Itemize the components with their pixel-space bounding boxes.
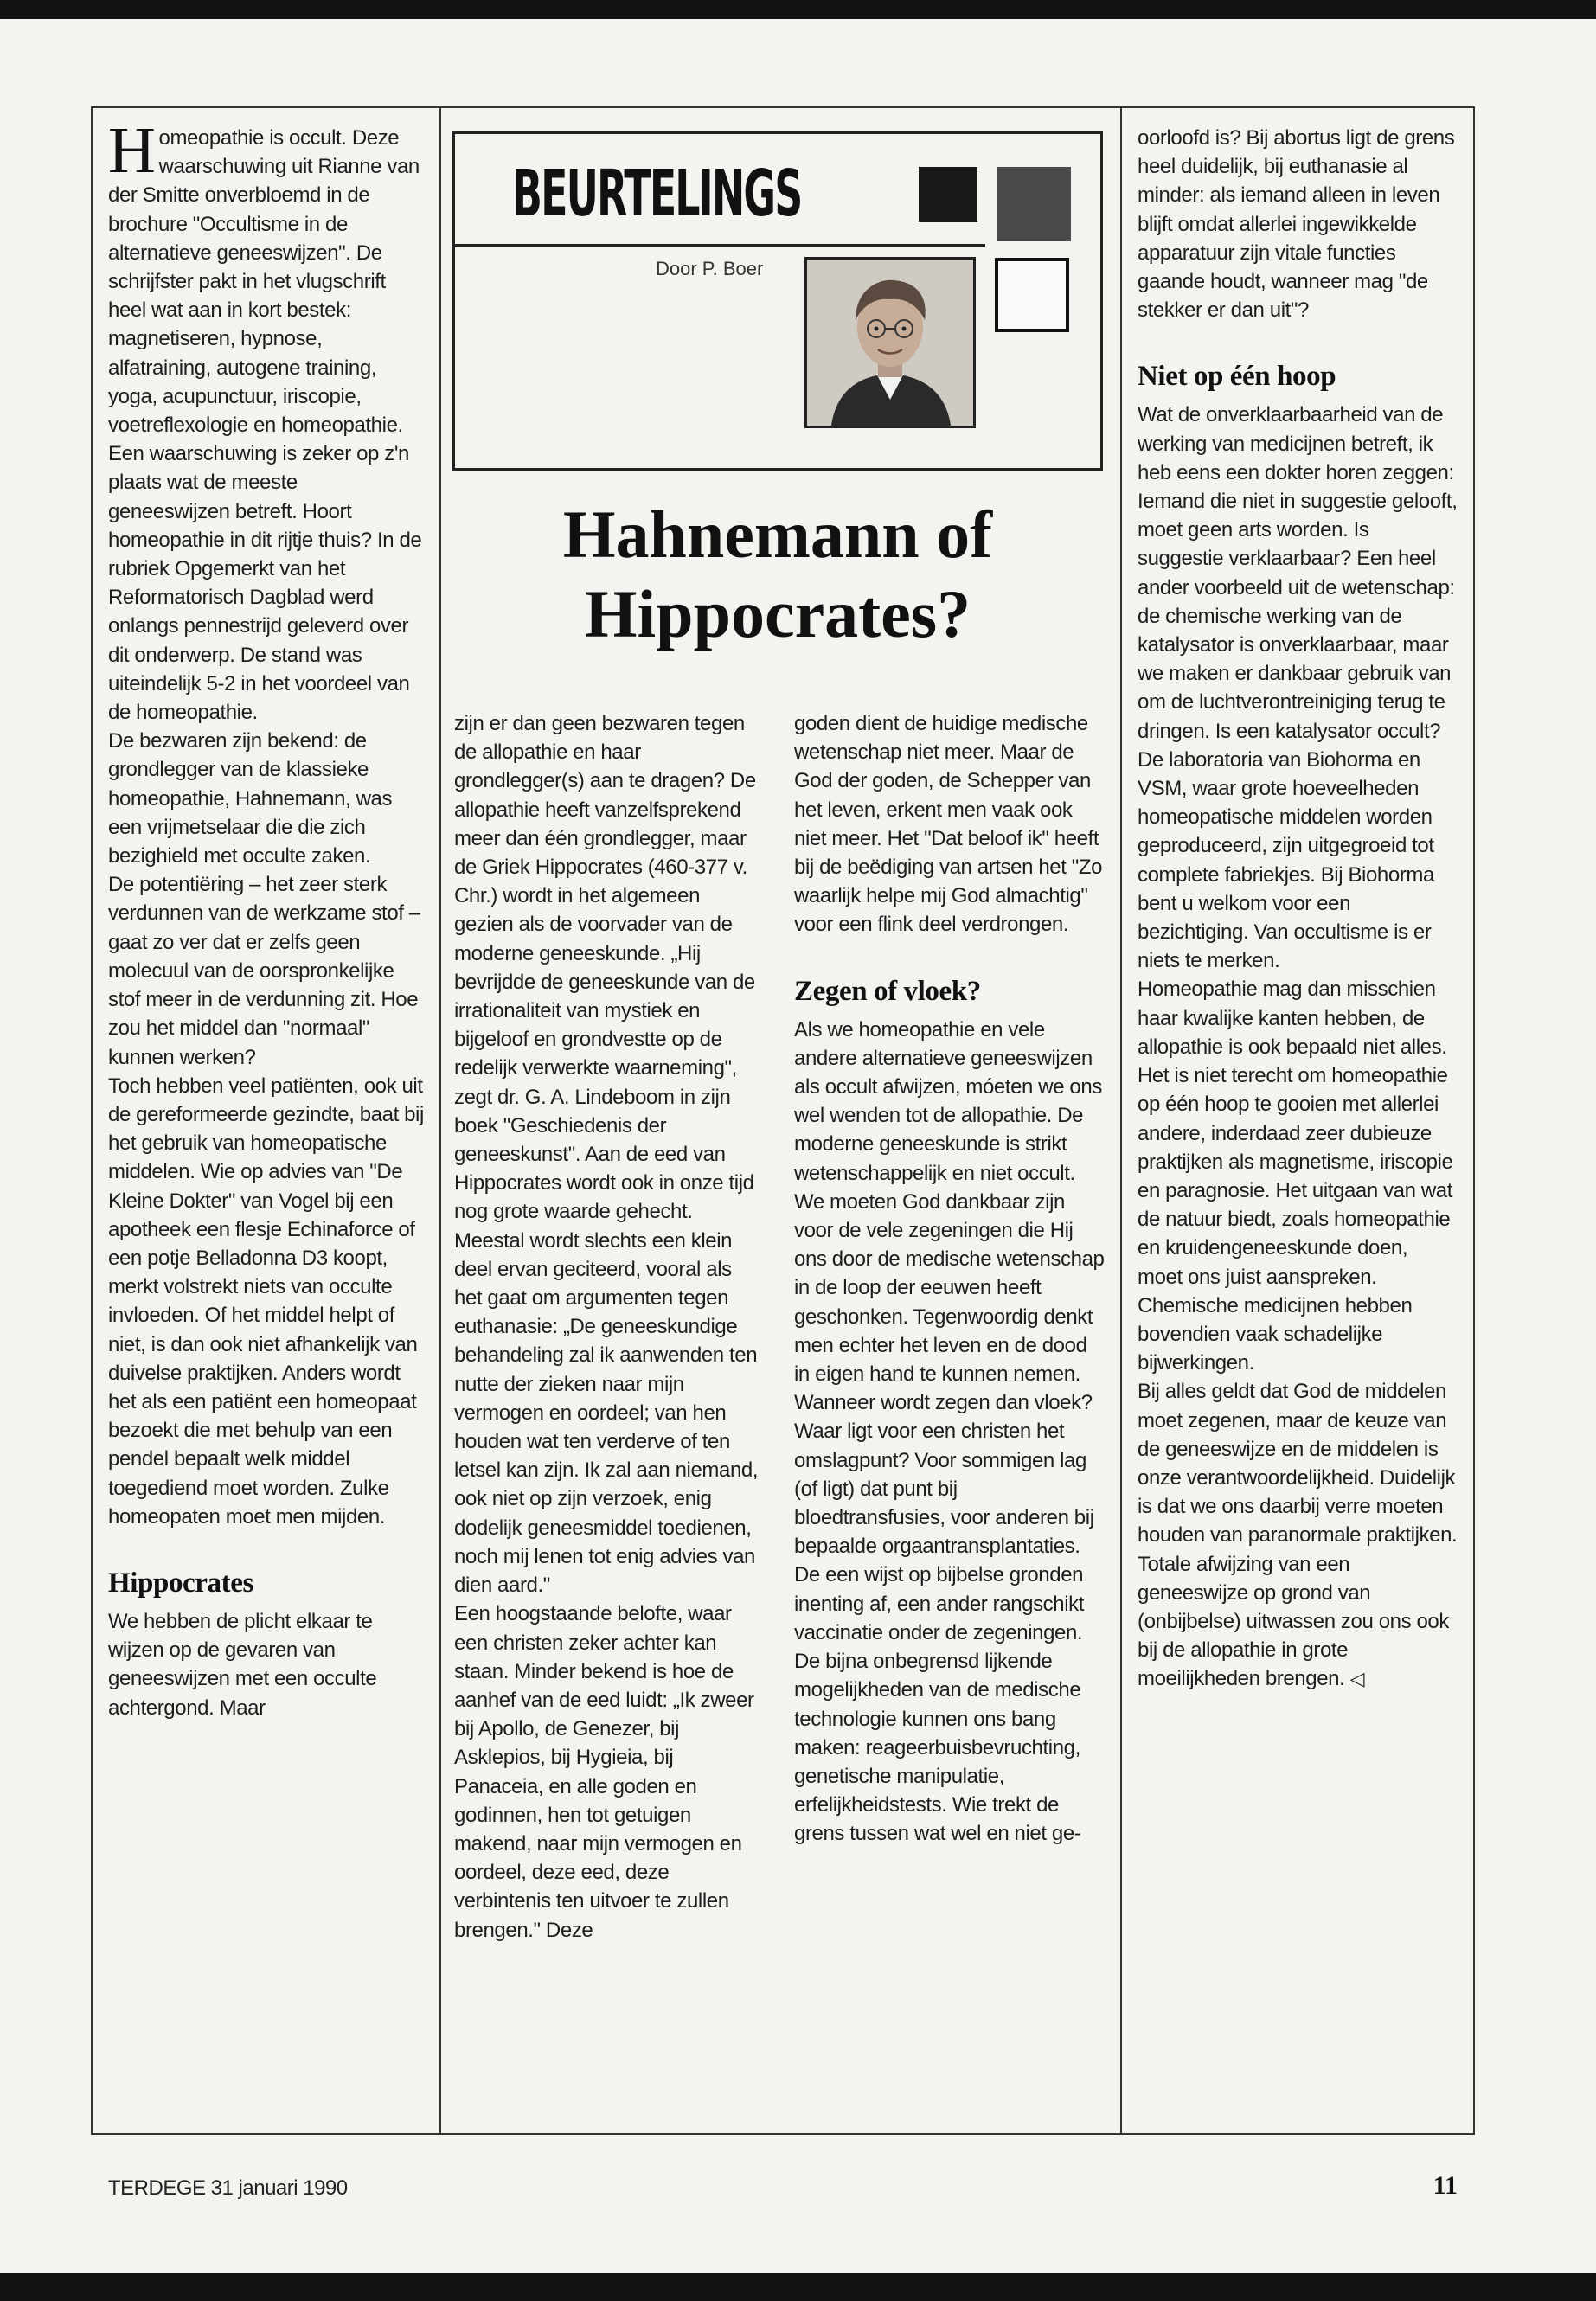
scan-edge-top <box>0 0 1596 19</box>
paragraph: Een hoogstaande belofte, waar een christen zeker achter kan staan. Minder bekend is hoe de aanhef van de eed luidt: „Ik zweer bij Apollo, de Genezer, bij Asklepios, bij Hygieia, bij Panaceia, en alle goden en godinnen, hen tot getuigen makend, naar mijn vermogen en oordeel, deze eed, deze verbintenis ten uitvoer te zullen brengen." Deze <box>454 1602 754 1942</box>
paragraph: Als we homeopathie en vele andere alternatieve geneeswijzen als occult afwijzen, móeten we ons wel wenden tot de allopathie. De moderne geneeskunde is strikt wetenschappelijk en niet occult. We moeten God dankbaar zijn voor de vele zegeningen die Hij ons door de medische wetenschap in de loop der eeuwen heeft geschonken. Tegenwoordig denkt men echter het leven en de dood in eigen hand te kunnen nemen. Wanneer wordt zegen dan vloek? Waar ligt voor een christen het omslagpunt? Voor sommigen lag (of ligt) dat punt bij bloedtransfusies, voor anderen bij bepaalde orgaantransplantaties. De een wijst op bijbelse gronden inenting af, een ander rangschikt vaccinatie onder de zegeningen. De bijna onbegrensd lijkende mogelijkheden van de medische technologie kunnen ons bang maken: reageerbuisbevruchting, genetische manipulatie, erfelijkheidstests. Wie trekt de grens tussen wat wel en niet ge- <box>794 1017 1105 1846</box>
paragraph <box>1138 1377 1458 1693</box>
paragraph: De laboratoria van Biohorma en VSM, waar grote hoeveelheden homeopatische middelen worden geproduceerd, zijn uitgegroeid tot complete fabriekjes. Bij Biohorma bent u welkom voor een bezichtiging. Van occultisme is er niets te merken. <box>1138 747 1434 973</box>
subheading-zegen-of-vloek: Zegen of vloek? <box>794 975 981 1007</box>
paragraph: De potentiëring – het zeer sterk verdunnen van de werkzame stof – gaat zo ver dat er zelfs geen molecuul van de oorspronkelijke stof meer in de verdunning zit. Hoe zou het middel dan "normaal" kunnen werken? <box>108 873 420 1069</box>
column-3 <box>794 709 1107 1849</box>
column-4 <box>1138 124 1458 1694</box>
column-rule-left <box>439 106 441 2135</box>
author-portrait-icon <box>804 257 976 428</box>
column-1 <box>108 124 424 1722</box>
headline: Hahnemann of Hippocrates? <box>562 497 993 651</box>
outline-square-icon <box>995 258 1069 332</box>
grey-square-icon <box>997 167 1071 241</box>
drop-cap: H <box>108 124 156 187</box>
paragraph: Toch hebben veel patiënten, ook uit de gereformeerde gezindte, baat bij het gebruik van homeopatische middelen. Wie op advies van "De Kleine Dokter" van Vogel bij een apotheek een flesje Echinaforce of een potje Belladonna D3 koopt, merkt volstrekt niets van occulte invloeden. Of het middel helpt of niet, is dan ook niet afhankelijk van duivelse praktijken. Anders wordt het als een patiënt een homeopaat bezoekt die met behulp van een pendel bepaalt welk middel toegediend moet worden. Zulke homeopaten moet men mijden. <box>108 1074 424 1529</box>
byline: Door P. Boer <box>656 258 764 279</box>
paragraph: Wat de onverklaarbaarheid van de werking van medicijnen betreft, ik heb eens een dokter horen zeggen: Iemand die niet in suggestie gelooft, moet geen arts worden. Is suggestie verklaarbaar? Een heel ander voorbeeld uit de wetenschap: de chemische werking van de katalysator is onverklaarbaar, maar we maken er dankbaar gebruik van om de luchtverontreiniging terug te dringen. Is een katalysator occult? <box>1138 403 1458 743</box>
intro-paragraph <box>108 124 424 727</box>
paragraph: goden dient de huidige medische wetenschap niet meer. Maar de God der goden, de Schepper van het leven, erkent men vaak ook niet meer. Het "Dat beloof ik" heeft bij de beëdiging van artsen het "Zo waarlijk helpe mij God almachtig" voor een flink deel verdrongen. <box>794 712 1103 937</box>
subheading-niet-op-een-hoop: Niet op één hoop <box>1138 361 1336 393</box>
scan-edge-bottom <box>0 2273 1596 2301</box>
column-2 <box>454 709 764 1945</box>
closing-text: Bij alles geldt dat God de middelen moet zegenen, maar de keuze van de geneeswijze en de middelen is onze verantwoordelijkheid. Duidelijk is dat we ons daarbij verre moeten houden van paranormale praktijken. Totale afwijzing van een geneeswijze op grond van (onbijbelse) uitwassen zou ons ook bij de allopathie in grote moeilijkheden brengen. <box>1138 1380 1458 1691</box>
black-square-icon <box>919 167 977 222</box>
end-mark-icon: ◁ <box>1349 1668 1365 1690</box>
page-number: 11 <box>1433 2171 1458 2200</box>
paragraph: Homeopathie mag dan misschien haar kwalijke kanten hebben, de allopathie is ook bepaald niet alles. Het is niet terecht om homeopathie op één hoop te gooien met allerlei andere, inderdaad zeer dubieuze praktijken als magnetisme, iriscopie en paragnosie. Het uitgaan van wat de natuur biedt, zoals homeopathie en kruidengeneeskunde doen, moet ons juist aanspreken. Chemische medicijnen hebben bovendien vaak schadelijke bijwerkingen. <box>1138 977 1453 1375</box>
rubric-title: BEURTELINGS <box>512 157 802 231</box>
column-rule-right <box>1120 106 1122 2135</box>
issue-footer: TERDEGE 31 januari 1990 <box>108 2176 348 2200</box>
rubric-divider <box>452 244 985 247</box>
intro-text: omeopathie is occult. Deze waarschuwing uit Rianne van der Smitte onverbloemd in de brochure "Occultisme in de alternatieve geneeswijzen". De schrijfster pakt in het vlugschrift heel wat aan in kort bestek: magnetiseren, hypnose, alfatraining, autogene training, yoga, acupunctuur, iriscopie, voetreflexologie en homeopathie. Een waarschuwing is zeker op z'n plaats wat de meeste geneeswijzen betreft. Hoort homeopathie in dit rijtje thuis? In de rubriek Opgemerkt van het Reformatorisch Dagblad werd onlangs pennestrijd geleverd over dit onderwerp. De stand was uiteindelijk 5-2 in het voordeel van de homeopathie. <box>108 126 422 725</box>
paragraph: zijn er dan geen bezwaren tegen de allopathie en haar grondlegger(s) aan te dragen? De allopathie heeft vanzelfsprekend meer dan één grondlegger, maar de Griek Hippocrates (460-377 v. Chr.) wordt in het algemeen gezien als de voorvader van de moderne geneeskunde. „Hij bevrijdde de geneeskunde van de irrationaliteit van mystiek en bijgeloof en grondvestte op de redelijk verwerkte waarneming", zegt dr. G. A. Lindeboom in zijn boek "Geschiedenis der geneeskunst". Aan de eed van Hippocrates wordt ook in onze tijd nog grote waarde gehecht. Meestal wordt slechts een klein deel ervan geciteerd, vooral als het gaat om argumenten tegen euthanasie: „De geneeskundige behandeling zal ik aanwenden ten nutte der zieken naar mijn vermogen en oordeel; van hen houden wat ten verderve of ten letsel kan zijn. Ik zal aan niemand, ook niet op zijn verzoek, enig dodelijk geneesmiddel toedienen, noch mij lenen tot enig advies van dien aard." <box>454 712 759 1598</box>
subheading-hippocrates: Hippocrates <box>108 1567 253 1599</box>
paragraph: We hebben de plicht elkaar te wijzen op de gevaren van geneeswijzen met een occulte achtergond. Maar <box>108 1609 377 1720</box>
paragraph: De bezwaren zijn bekend: de grondlegger van de klassieke homeopathie, Hahnemann, was een vrijmetselaar die die zich bezighield met occulte zaken. <box>108 729 393 868</box>
paragraph: oorloofd is? Bij abortus ligt de grens heel duidelijk, bij euthanasie al minder: als iemand alleen in leven blijft omdat allerlei ingewikkelde apparatuur zijn vitale functies gaande houdt, wanneer mag "de stekker er dan uit"? <box>1138 126 1455 323</box>
